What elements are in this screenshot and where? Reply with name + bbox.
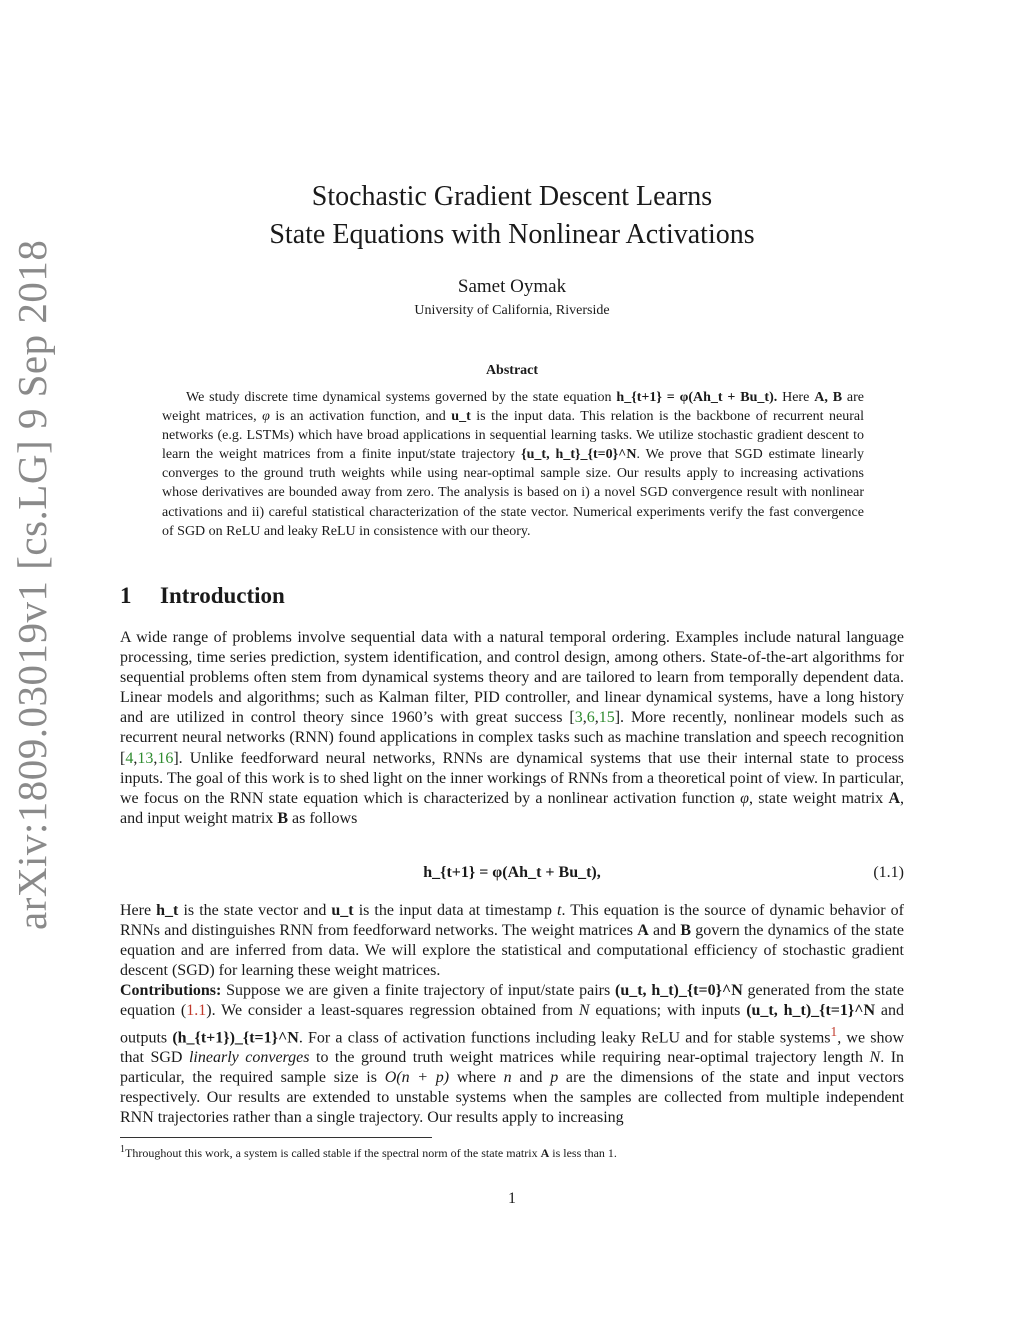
intro-paragraph-2: Here h_t is the state vector and u_t is the input data at timestamp t. This equation is the source of dynamic behavior of RNNs and distinguishes RNN from feedforward networks. The weight matrices A and B govern the dynamics of the state equation and are inferred from data. We will explore the statistical and computational efficiency of stochastic gradient descent (SGD) for learning these weight matrices. Contributions: Suppose we are given a finite trajectory of input/state pairs (u_t, h_t)_{t=0}^N generated from the state equation (1.1). We consider a least-squares regression obtained from N equations; with inputs (u_t, h_t)_{t=1}^N and outputs (h_{t+1})_{t=1}^N. For a class of activation functions including leaky ReLU and for stable systems$^1$, we show that SGD linearly converges to the ground truth weight matrices while requiring near-optimal trajectory length N. In particular, the required sample size is O(n + p) where n and p are the dimensions of the state and input vectors respectively. Our results are extended to unstable systems when the samples are collected from multiple independent RNN trajectories rather than a single trajectory. Our results apply to increasing [120, 902, 905, 1127]
section-number: 1 [120, 583, 132, 608]
section-title: Introduction [160, 583, 285, 608]
citation-link[interactable]: 6 [586, 709, 595, 727]
citation-link[interactable]: 3 [574, 709, 583, 727]
equation-reference-link[interactable]: 1.1 [186, 1002, 207, 1020]
citation-link[interactable]: 15 [598, 709, 615, 727]
title-line-2: State Equations with Nonlinear Activations [269, 219, 755, 250]
abstract-text: We study discrete time dynamical systems governed by the state equation h_{t+1} = φ(Ah_t + Bu_t). Here A, B are weight matrices, φ is an activation function, and u_t is the input data. This relation is the backbone of recurrent neural networks (e.g. LSTMs) which have broad applications in sequential learning tasks. We utilize stochastic gradient descent to learn the weight matrices from a finite input/state trajectory {u_t, h_t}_{t=0}^N. We prove that SGD estimate linearly converges to the ground truth weights while using near-optimal sample size. Our results apply to increasing activations whose derivatives are bounded away from zero. The analysis is based on i) a novel SGD convergence result with nonlinear activations and ii) careful statistical characterization of the state vector. Numerical experiments verify the fast convergence of SGD on ReLU and leaky ReLU in consistence with our theory. [162, 390, 864, 539]
contributions-label: Contributions: [120, 982, 222, 1000]
citation-link[interactable]: 13 [137, 749, 154, 767]
footnote-mark-link[interactable]: 1 [830, 1023, 838, 1039]
citation-link[interactable]: 4 [125, 749, 134, 767]
display-equation-1-1 [120, 864, 904, 888]
equation-number: (1.1) [873, 864, 904, 881]
intro-paragraph-1: A wide range of problems involve sequential data with a natural temporal ordering. Examples include natural language processing, time series prediction, system identification, and control design, among others. State-of-the-art algorithms for sequential problems often stem from dynamical systems theory and are tailored to learn from temporally dependent data. Linear models and algorithms; such as Kalman filter, PID controller, and linear dynamical systems, have a long history and are utilized in control theory since 1960’s with great success [3,6,15]. More recently, nonlinear models such as recurrent neural networks (RNN) found applications in complex tasks such as machine translation and speech recognition [4,13,16]. Unlike feedforward neural networks, RNNs are dynamical systems that use their internal state to process inputs. The goal of this work is to shed light on the inner workings of RNNs from a theoretical point of view. In particular, we focus on the RNN state equation which is characterized by a nonlinear activation function φ, state weight matrix A, and input weight matrix B as follows [120, 629, 905, 827]
abstract-heading: Abstract [485, 363, 539, 378]
arxiv-identifier: arXiv:1809.03019v1 [cs.LG] 9 Sep 2018 [9, 239, 55, 930]
title-line-1: Stochastic Gradient Descent Learns [311, 181, 713, 212]
page-number: 1 [508, 1190, 516, 1207]
state-equation-inline: h_{t+1} = φ(Ah_t + Bu_t). [616, 390, 778, 405]
author-name: Samet Oymak [457, 276, 567, 297]
emphasis-linearly-converges: linearly converges [188, 1048, 310, 1066]
footnote: $^1$Throughout this work, a system is called stable if the spectral norm of the state matrix A is less than 1. [120, 1144, 617, 1160]
paper-title [0, 178, 1024, 254]
citation-link[interactable]: 16 [157, 749, 174, 767]
footnote-divider [120, 1137, 432, 1138]
author-affiliation: University of California, Riverside [414, 303, 610, 318]
equation-body: h_{t+1} = φ(Ah_t + Bu_t), [423, 864, 601, 881]
footnote-number: 1 [120, 1144, 125, 1155]
trajectory-inline: {u_t, h_t}_{t=0}^N [521, 447, 637, 463]
section-heading-introduction [120, 583, 285, 609]
weight-matrices-inline: A, B [814, 390, 843, 405]
